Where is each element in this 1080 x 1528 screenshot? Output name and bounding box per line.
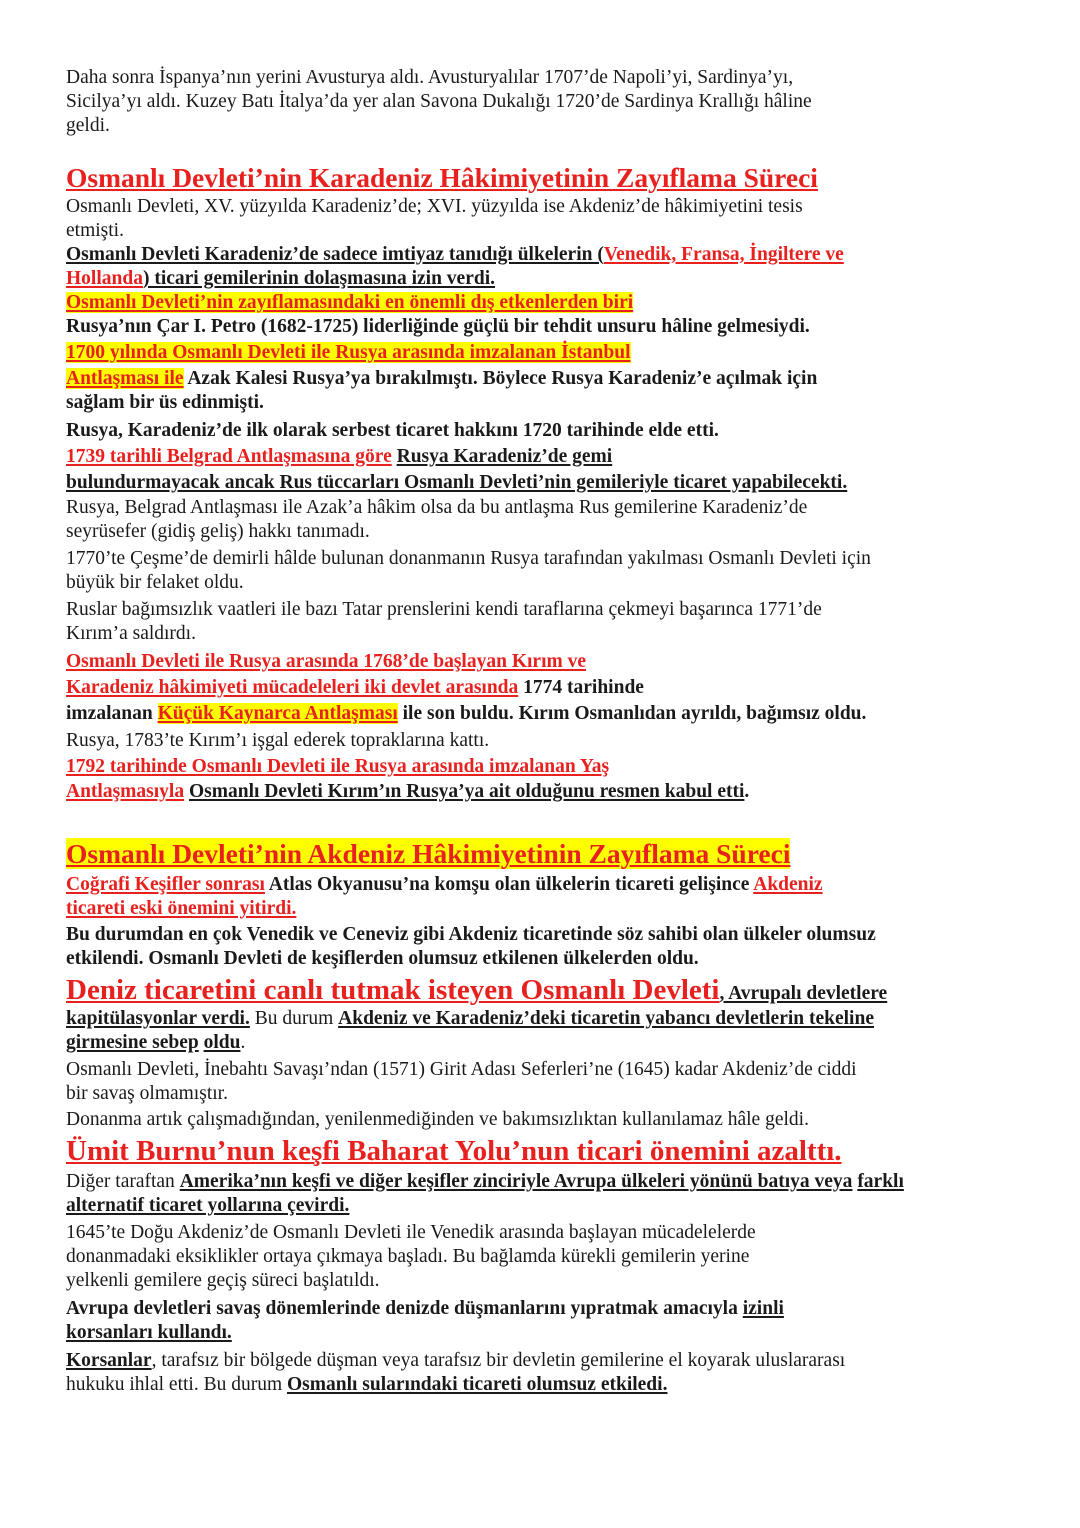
paragraph-line: büyük bir felaket oldu.: [66, 572, 244, 593]
highlighted-text: Hollanda: [66, 268, 143, 289]
paragraph-line: [66, 897, 296, 921]
paragraph-line: 1770’te Çeşme’de demirli hâlde bulunan donanmanın Rusya tarafından yakılması Osmanlı Devleti için: [66, 548, 871, 569]
underlined-text: kapitülasyonlar verdi.: [66, 1008, 250, 1029]
paragraph-line: [66, 702, 866, 726]
paragraph-line: yelkenli gemilere geçiş süreci başlatıldı.: [66, 1270, 380, 1291]
paragraph-line: etkilendi. Osmanlı Devleti de keşiflerden olumsuz etkilenen ülkelerden oldu.: [66, 948, 699, 969]
text-run: Atlas Okyanusu’na komşu olan ülkelerin ticareti gelişince: [264, 874, 754, 895]
highlighted-text: Antlaşmasıyla: [66, 781, 185, 802]
underlined-text: Rusya Karadeniz’de gemi: [396, 446, 613, 467]
emphasis-text: Deniz ticaretini canlı tutmak isteyen Osmanlı Devleti: [66, 974, 720, 1006]
highlighted-text: Akdeniz: [753, 874, 823, 895]
paragraph-line: [66, 873, 823, 897]
paragraph-line: [66, 1321, 232, 1345]
text-run: hukuku ihlal etti. Bu durum: [66, 1374, 287, 1395]
paragraph-line: sağlam bir üs edinmişti.: [66, 392, 264, 413]
underlined-text: Osmanlı Devleti Kırım’ın Rusya’ya ait olduğunu resmen kabul etti: [188, 781, 745, 802]
paragraph-line: Kırım’a saldırdı.: [66, 623, 196, 644]
highlighted-text: Antlaşması ile: [66, 368, 184, 389]
highlighted-text: 1792 tarihinde Osmanlı Devleti ile Rusya arasında imzalanan Yaş: [66, 756, 610, 777]
paragraph-line: [66, 267, 495, 291]
underlined-text: korsanları kullandı.: [66, 1322, 232, 1343]
paragraph-line: Ruslar bağımsızlık vaatleri ile bazı Tatar prenslerini kendi taraflarına çekmeyi başarınca 1771’de: [66, 599, 822, 620]
paragraph-line: [66, 755, 609, 779]
underlined-text: , Avrupalı devletlere: [719, 983, 888, 1004]
highlighted-text: Coğrafi Keşifler sonrası: [66, 874, 265, 895]
paragraph-line: [66, 1031, 245, 1055]
underlined-text: Osmanlı sularındaki ticareti olumsuz etkiledi.: [286, 1374, 668, 1395]
section-heading-mediterranean: [66, 838, 790, 870]
underlined-text: girmesine sebep: [66, 1032, 199, 1053]
paragraph-line: donanmadaki eksiklikler ortaya çıkmaya başladı. Bu bağlamda kürekli gemilerin yerine: [66, 1246, 750, 1267]
text-run: 1774 tarihinde: [518, 677, 644, 698]
text-run: Azak Kalesi Rusya’ya bırakılmıştı. Böylece Rusya: [183, 368, 609, 389]
text-run: .: [744, 781, 750, 802]
text-run: Bu durum: [249, 1008, 339, 1029]
paragraph-line: [66, 445, 612, 469]
highlighted-text: 1700 yılında Osmanlı Devleti ile Rusya arasında imzalanan İstanbul: [66, 342, 631, 363]
underlined-text: Amerika’nın keşfi ve diğer keşifler zinciriyle Avrupa ülkeleri yönünü batıya veya: [179, 1171, 853, 1192]
underlined-text: Osmanlı Devleti Karadeniz’de sadece imtiyaz tanıdığı ülkelerin (: [66, 244, 604, 265]
text-run: ile son buldu. Kırım Osmanlıdan ayrıldı, bağımsız oldu.: [397, 703, 867, 724]
underlined-text: farklı: [857, 1171, 904, 1192]
paragraph-line: [66, 291, 633, 315]
paragraph-line: Rusya, Karadeniz’de ilk olarak serbest ticaret hakkını 1720 tarihinde elde etti.: [66, 420, 719, 441]
highlighted-text: Karadeniz hâkimiyeti mücadeleleri iki devlet arasında: [66, 677, 519, 698]
text-run: Karadeniz’e açılmak için: [608, 368, 818, 389]
underlined-text: Akdeniz ve Karadeniz’deki ticaretin yabancı devletlerin tekeline: [338, 1008, 874, 1029]
paragraph-line: [66, 1297, 784, 1321]
paragraph-line: Rusya’nın Çar I. Petro (1682-1725) liderliğinde güçlü bir tehdit unsuru hâline gelmesiydi.: [66, 316, 810, 337]
text-run: Diğer taraftan: [66, 1171, 180, 1192]
text-run: .: [240, 1032, 246, 1053]
underlined-text: alternatif ticaret yollarına çevirdi.: [66, 1195, 350, 1216]
paragraph-line: [66, 243, 844, 267]
paragraph-line: Rusya, 1783’te Kırım’ı işgal ederek topraklarına kattı.: [66, 730, 490, 751]
underlined-text: izinli: [742, 1298, 784, 1319]
underlined-text: ) ticari gemilerinin dolaşmasına izin verdi.: [142, 268, 496, 289]
paragraph-line: [66, 780, 749, 804]
highlighted-text: ticareti eski önemini yitirdi.: [66, 898, 297, 919]
emphasis-line: Ümit Burnu’nun keşfi Baharat Yolu’nun ticari önemini azalttı.: [66, 1135, 842, 1167]
paragraph-line: [66, 676, 644, 700]
highlighted-text: Osmanlı Devleti’nin zayıflamasındaki en önemli dış etkenlerden biri: [66, 292, 634, 313]
intro-line-3: geldi.: [66, 115, 110, 136]
paragraph-line: seyrüsefer (gidiş geliş) hakkı tanımadı.: [66, 521, 370, 542]
paragraph-line: [66, 367, 817, 391]
highlighted-text: 1739 tarihli Belgrad Antlaşmasına göre: [66, 446, 392, 467]
paragraph-line: [66, 1349, 845, 1373]
paragraph-line: [66, 1194, 349, 1218]
paragraph-line: [66, 973, 887, 1007]
intro-line-1: Daha sonra İspanya’nın yerini Avusturya aldı. Avusturyalılar 1707’de Napoli’yi, Sardinya’yı,: [66, 67, 794, 88]
text-run: , tarafsız bir bölgede düşman veya tarafsız bir devletin gemilerine el koyarak uluslararası: [151, 1350, 846, 1371]
paragraph-line: [66, 650, 586, 674]
heading-text: Osmanlı Devleti’nin Akdeniz Hâkimiyetinin Zayıflama Süreci: [66, 838, 791, 869]
paragraph-line: Osmanlı Devleti, XV. yüzyılda Karadeniz’de; XVI. yüzyılda ise Akdeniz’de hâkimiyetini tesis: [66, 196, 803, 217]
paragraph-line: etmişti.: [66, 220, 124, 241]
paragraph-line: [66, 471, 847, 495]
underlined-text: oldu: [203, 1032, 241, 1053]
paragraph-line: Bu durumdan en çok Venedik ve Ceneviz gibi Akdeniz ticaretinde söz sahibi olan ülkeler olumsuz: [66, 924, 876, 945]
underlined-text: bulundurmayacak ancak Rus tüccarları Osmanlı Devleti’nin gemileriyle ticaret yapabilecekti.: [66, 472, 848, 493]
underlined-text: Korsanlar: [66, 1350, 152, 1371]
paragraph-line: [66, 1007, 874, 1031]
paragraph-line: [66, 1170, 904, 1194]
paragraph-line: 1645’te Doğu Akdeniz’de Osmanlı Devleti ile Venedik arasında başlayan mücadelelerde: [66, 1222, 756, 1243]
paragraph-line: Rusya, Belgrad Antlaşması ile Azak’a hâkim olsa da bu antlaşma Rus gemilerine Karadeniz’de: [66, 497, 808, 518]
text-run: imzalanan: [66, 703, 158, 724]
highlighted-text: Osmanlı Devleti ile Rusya arasında 1768’de başlayan Kırım ve: [66, 651, 587, 672]
paragraph-line: bir savaş olmamıştır.: [66, 1083, 228, 1104]
intro-line-2: Sicilya’yı aldı. Kuzey Batı İtalya’da yer alan Savona Dukalığı 1720’de Sardinya Krallığı hâline: [66, 91, 812, 112]
paragraph-line: [66, 341, 631, 365]
section-heading-black-sea: Osmanlı Devleti’nin Karadeniz Hâkimiyetinin Zayıflama Süreci: [66, 162, 818, 193]
text-run: Avrupa devletleri savaş dönemlerinde denizde düşmanlarını yıpratmak amacıyla: [66, 1298, 743, 1319]
highlighted-text: Venedik, Fransa, İngiltere ve: [603, 244, 844, 265]
paragraph-line: Osmanlı Devleti, İnebahtı Savaşı’ndan (1571) Girit Adası Seferleri’ne (1645) kadar Akdeniz’de ciddi: [66, 1059, 857, 1080]
paragraph-line: Donanma artık çalışmadığından, yenilenmediğinden ve bakımsızlıktan kullanılamaz hâle geldi.: [66, 1109, 809, 1130]
paragraph-line: [66, 1373, 667, 1397]
highlighted-text: Küçük Kaynarca Antlaşması: [157, 703, 398, 724]
